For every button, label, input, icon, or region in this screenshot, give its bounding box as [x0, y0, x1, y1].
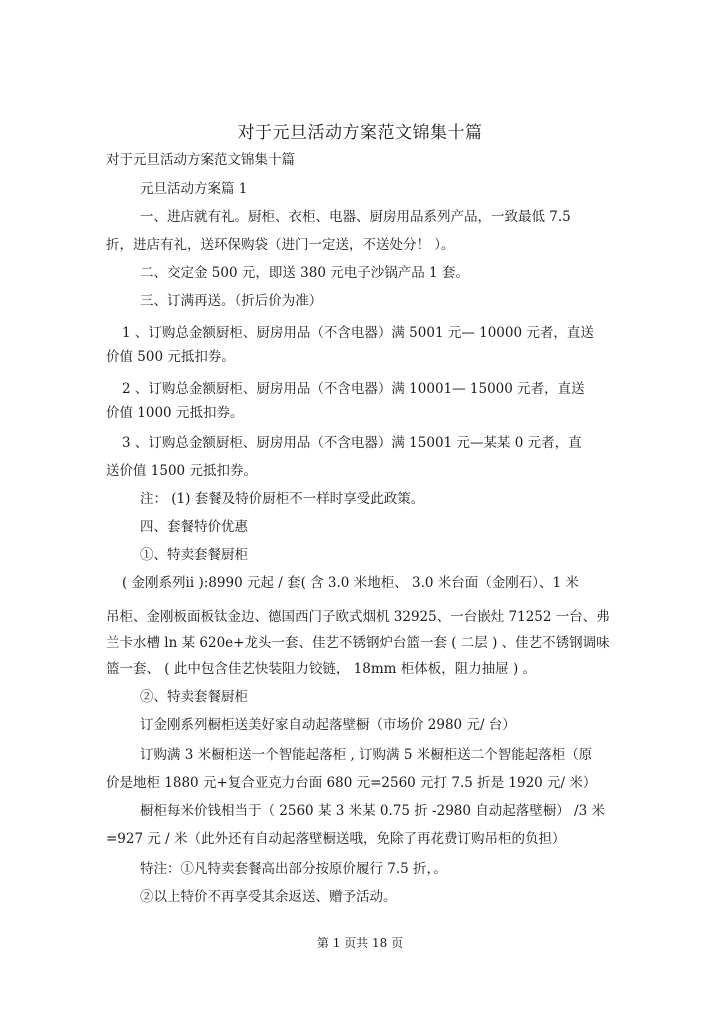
- paragraph: 2 、订购总金额厨柜、厨房用品（不含电器）满 10001— 15000 元者，直送: [122, 381, 585, 397]
- note: ②以上特价不再享受其余返送、赠予活动。: [140, 889, 397, 905]
- paragraph: 订金刚系列橱柜送美好家自动起落壁橱（市场价 2980 元/ 台）: [140, 717, 516, 733]
- paragraph: 二、交定金 500 元，即送 380 元电子沙锅产品 1 套。: [140, 265, 469, 281]
- paragraph: 送价值 1500 元抵扣券。: [106, 463, 257, 479]
- paragraph: 价是地柜 1880 元+复合亚克力台面 680 元=2560 元打 7.5 折是 1920 元/ 米）: [106, 775, 597, 791]
- paragraph: 订购满 3 米橱柜送一个智能起落柜 , 订购满 5 米橱柜送二个智能起落柜（原: [140, 747, 593, 763]
- note: 注： (1) 套餐及特价厨柜不一样时享受此政策。: [140, 491, 425, 507]
- section-heading: 四、套餐特价优惠: [140, 519, 248, 535]
- paragraph: 价值 1000 元抵扣券。: [106, 405, 244, 421]
- paragraph: 吊柜、金刚板面板钛金边、德国西门子欧式烟机 32925、一台嵌灶 71252 一台、弗: [106, 609, 610, 625]
- paragraph: 橱柜每米价钱相当于（ 2560 某 3 米某 0.75 折 -2980 自动起落壁橱） /3 米: [140, 803, 605, 819]
- paragraph: 折，进店有礼，送环保购袋（进门一定送，不送处分！ ）。: [106, 237, 455, 253]
- paragraph: 对于元旦活动方案范文锦集十篇: [106, 152, 295, 168]
- section-heading: ①、特卖套餐厨柜: [140, 547, 248, 563]
- paragraph: 篮一套、 ( 此中包含佳艺快装阻力铰链， 18mm 柜体板，阻力抽屉 ) 。: [106, 661, 537, 677]
- paragraph: ( 金刚系列ⅱ ):8990 元起 / 套( 含 3.0 米地柜、 3.0 米台面（金刚石）、1 米: [122, 575, 579, 591]
- paragraph: =927 元 / 米（此外还有自动起落壁橱送哦，免除了再花费订购吊柜的负担）: [106, 831, 566, 847]
- section-heading: ②、特卖套餐厨柜: [140, 689, 248, 705]
- page-footer: 第 1 页共 18 页: [316, 936, 404, 950]
- paragraph: 三、订满再送。（折后价为准）: [140, 293, 323, 309]
- paragraph: 1 、订购总金额厨柜、厨房用品（不含电器）满 5001 元— 10000 元者，直送: [122, 325, 594, 341]
- note: 特注：①凡特卖套餐高出部分按原价履行 7.5 折，。: [140, 861, 447, 877]
- paragraph: 一、进店就有礼。厨柜、衣柜、电器、厨房用品系列产品，一致最低 7.5: [140, 209, 571, 225]
- paragraph: 兰卡水槽 ln 某 620e+龙头一套、佳艺不锈钢炉台篮一套 ( 二层 ) 、佳艺不锈钢调味: [106, 635, 610, 651]
- paragraph: 3 、订购总金额厨柜、厨房用品（不含电器）满 15001 元—某某 0 元者，直: [122, 435, 582, 451]
- document-title: 对于元旦活动方案范文锦集十篇: [237, 123, 483, 143]
- section-heading: 元旦活动方案篇 1: [140, 181, 248, 197]
- paragraph: 价值 500 元抵扣券。: [106, 349, 235, 365]
